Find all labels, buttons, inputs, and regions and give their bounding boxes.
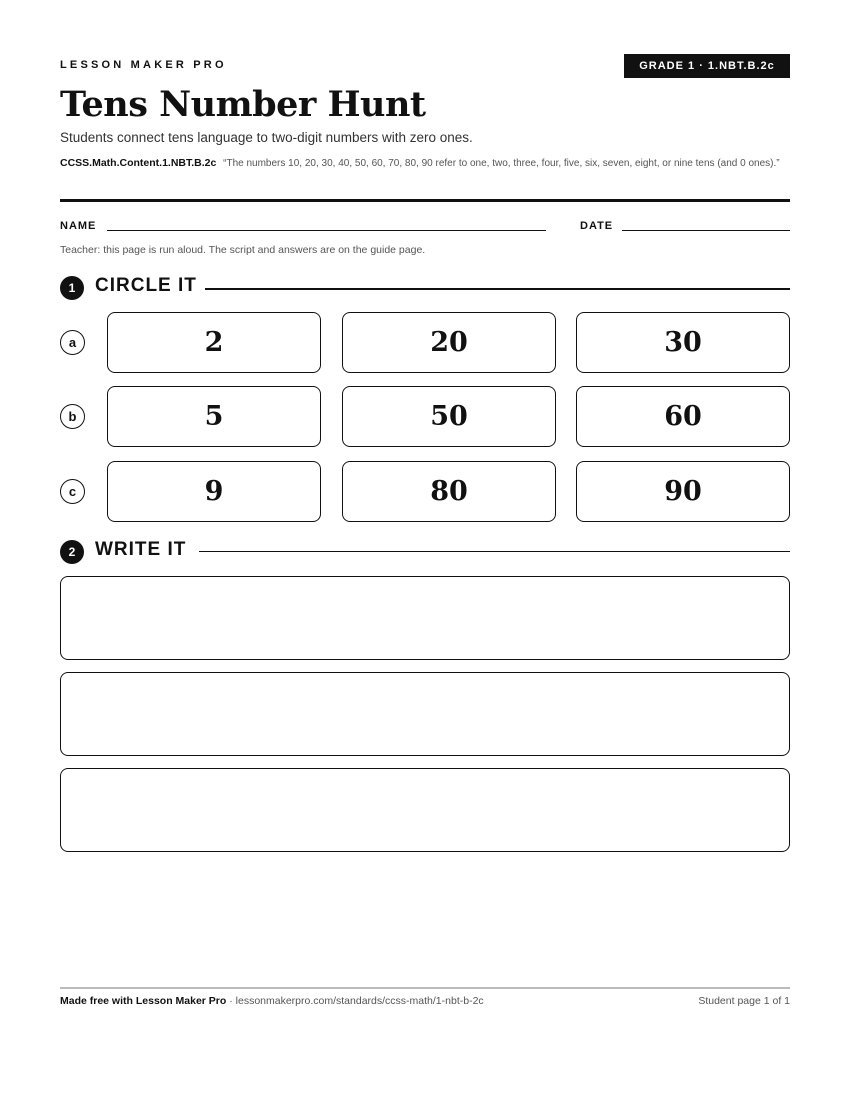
number-choice-box[interactable]: 60 [576,386,790,447]
number-choice-box[interactable]: 2 [107,312,321,373]
date-label: DATE [580,220,614,232]
footer-url[interactable]: · lessonmakerpro.com/standards/ccss-math/1-nbt-b-2c [226,995,484,1007]
number-choice-box[interactable]: 9 [107,461,321,522]
grade-badge: GRADE 1 · 1.NBT.B.2c [624,54,790,78]
page-title: Tens Number Hunt [60,84,426,125]
teacher-note: Teacher: this page is run aloud. The script and answers are on the guide page. [60,244,426,256]
standard-text: “The numbers 10, 20, 30, 40, 50, 60, 70, 80, 90 refer to one, two, three, four, five, six, seven, eight, or nine tens (and 0 ones).” [223,158,780,169]
section-circle-it-header [60,275,790,299]
standard-description [60,155,790,173]
page-subtitle: Students connect tens language to two-digit numbers with zero ones. [60,130,473,145]
section-title: WRITE IT [95,539,187,560]
footer-divider [60,987,790,989]
brand-name: LESSON MAKER PRO [60,59,227,71]
name-date-row [60,220,790,234]
name-field[interactable] [107,230,546,231]
write-answer-box[interactable] [60,672,790,756]
section-rule [205,288,790,290]
name-label: NAME [60,220,97,232]
footer-made-with: Made free with Lesson Maker Pro [60,995,227,1007]
number-choice-box[interactable]: 20 [342,312,556,373]
row-label-c: c [60,479,85,504]
row-label-a: a [60,330,85,355]
standard-code: CCSS.Math.Content.1.NBT.B.2c [60,157,217,169]
footer-credit [60,995,484,1007]
date-field[interactable] [622,230,790,231]
write-answer-box[interactable] [60,768,790,852]
header-divider [60,199,790,202]
number-choice-box[interactable]: 50 [342,386,556,447]
worksheet-page [60,0,790,1100]
row-label-b: b [60,404,85,429]
number-choice-box[interactable]: 30 [576,312,790,373]
section-number-badge: 1 [60,276,84,300]
number-choice-box[interactable]: 90 [576,461,790,522]
section-title: CIRCLE IT [95,275,197,296]
section-write-it-header [60,539,790,563]
number-choice-box[interactable]: 5 [107,386,321,447]
footer-page-number: Student page 1 of 1 [698,995,790,1007]
number-choice-box[interactable]: 80 [342,461,556,522]
section-rule [199,551,790,552]
write-answer-box[interactable] [60,576,790,660]
section-number-badge: 2 [60,540,84,564]
